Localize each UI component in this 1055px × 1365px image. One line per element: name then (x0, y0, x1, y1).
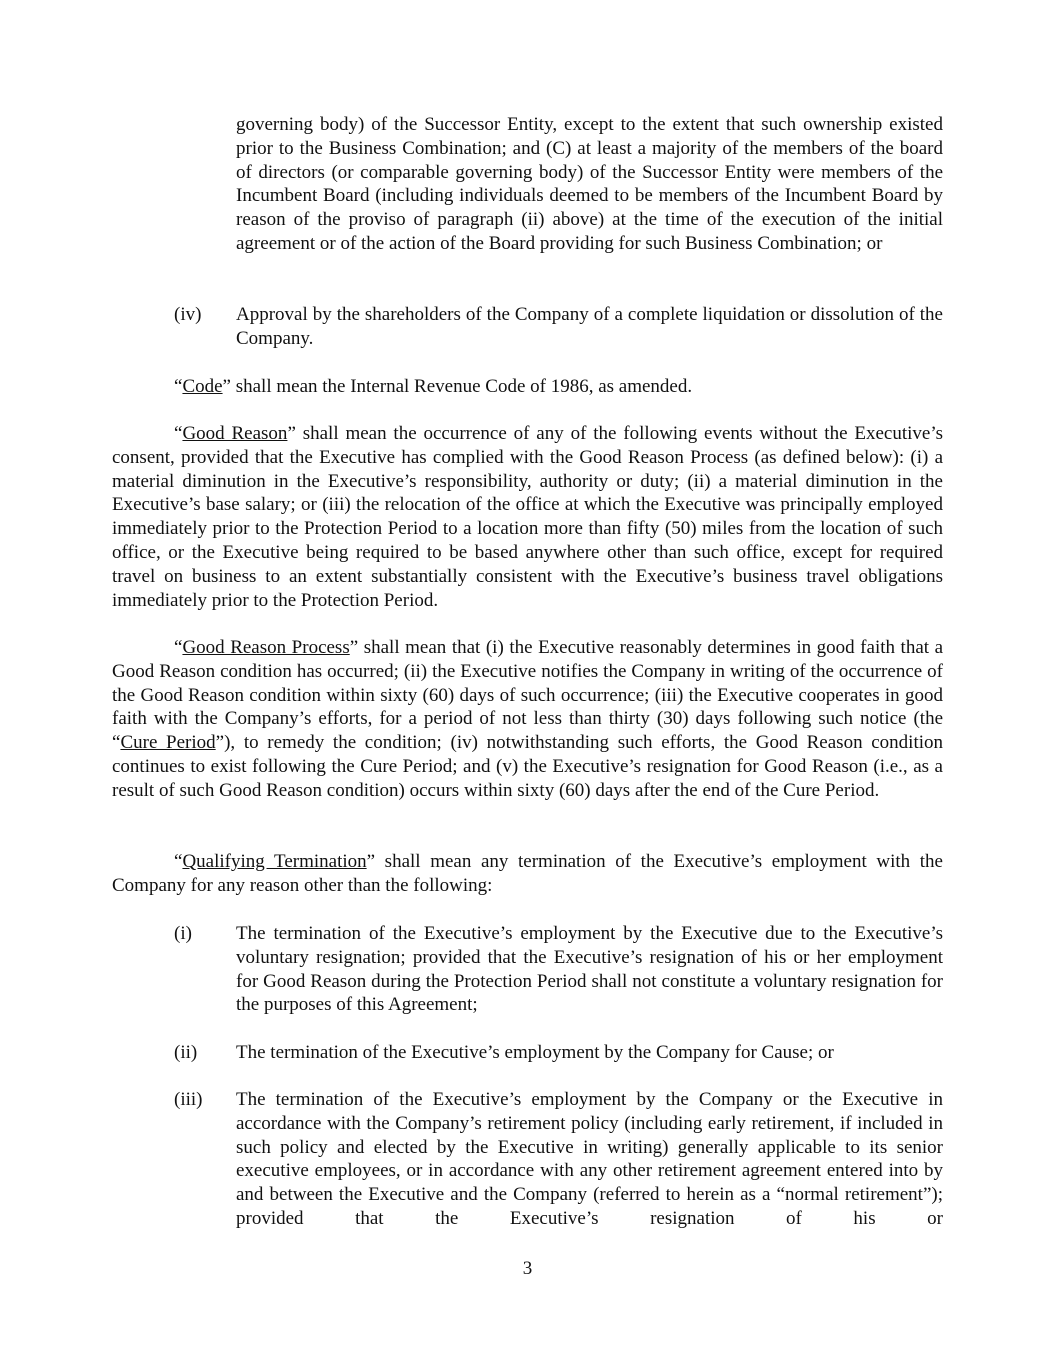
qt-item-iii-text: The termination of the Executive’s employment by the Company or the Executive in accordance with the Company’s retirement policy (including early retirement, if included in such policy and elected by the Executive in writing) generally applicable to its senior executive employees, or in accordance with any other retirement agreement entered into by and between the Executive and the Company (referred to herein as a “normal retirement”); provided that the Executive’s resignation of his or (236, 1089, 943, 1229)
defined-term-qualifying-termination: Qualifying Termination (182, 851, 367, 872)
definition-text: ” shall mean the occurrence of any of the following events without the Executive’s consent, provided that the Executive has complied with the Good Reason Process (as defined below): (i) a material diminution in the Executive’s responsibility, authority or duty; (ii) a material diminution in the Executive’s base salary; or (iii) the relocation of the office at which the Executive was principally employed immediately prior to the Protection Period to a location more than fifty (50) miles from the location of such office, or the Executive being required to be based anywhere other than such office, except for required travel on business to an extent substantially consistent with the Executive’s business travel obligations immediately prior to the Protection Period. (112, 423, 944, 611)
open-quote: “ (174, 423, 183, 444)
definition-text: ” shall mean the Internal Revenue Code of 1986, as amended. (222, 376, 693, 397)
open-quote: “ (174, 851, 183, 872)
good-reason-definition (112, 422, 943, 612)
defined-term-good-reason-process: Good Reason Process (182, 637, 350, 658)
qt-item-i-text: The termination of the Executive’s employment by the Executive due to the Executive’s voluntary resignation; provided that the Executive’s resignation of his or her employment for Good Reason during the Protection Period shall not constitute a voluntary resignation for the purposes of this Agreement; (236, 923, 943, 1016)
continued-paragraph: governing body) of the Successor Entity, except to the extent that such ownership existed prior to the Business Combination; and (C) at least a majority of the members of the board of directors (or comparable governing body) of the Successor Entity were members of the Incumbent Board (including individuals deemed to be members of the Incumbent Board by reason of the proviso of paragraph (ii) above) at the time of the execution of the initial agreement or of the action of the Board providing for such Business Combination; or (236, 114, 943, 254)
page-number: 3 (522, 1258, 533, 1279)
qt-item-i-number: (i) (174, 923, 192, 944)
qt-item-ii-text: The termination of the Executive’s employment by the Company for Cause; or (236, 1042, 834, 1063)
open-quote: “ (174, 637, 183, 658)
qt-item-iii-number: (iii) (174, 1089, 203, 1110)
code-definition (112, 375, 943, 399)
qualifying-termination-definition (112, 850, 943, 898)
defined-term-cure-period: Cure Period (120, 732, 216, 754)
qt-item-ii-number: (ii) (174, 1042, 198, 1063)
defined-term-code: Code (182, 376, 223, 397)
item-iv-number: (iv) (174, 304, 202, 325)
item-iv-text: Approval by the shareholders of the Company of a complete liquidation or dissolution of the Company. (236, 304, 943, 349)
good-reason-process-definition (112, 636, 943, 803)
definition-text-part1: ” shall mean that (i) the Executive reasonably determines in good faith that a Good Reason condition has occurred; (ii) the Executive notifies the Company in writing of the occurrence of the Good Reason condition within sixty (60) days of such occurrence; (iii) the Executive cooperates in good faith with the Company’s efforts, for a period of not less than thirty (30) days following such notice (the “ (112, 637, 944, 754)
definition-text-part2: ”), to remedy the condition; (iv) notwithstanding such efforts, the Good Reason condition continues to exist following the Cure Period; and (v) the Executive’s resignation for Good Reason (i.e., as a result of such Good Reason condition) occurs within sixty (60) days after the end of the Cure Period. (112, 732, 944, 801)
open-quote: “ (174, 376, 183, 397)
definition-text: ” shall mean any termination of the Executive’s employment with the Company for any reason other than the following: (112, 851, 943, 896)
defined-term-good-reason: Good Reason (182, 423, 288, 444)
